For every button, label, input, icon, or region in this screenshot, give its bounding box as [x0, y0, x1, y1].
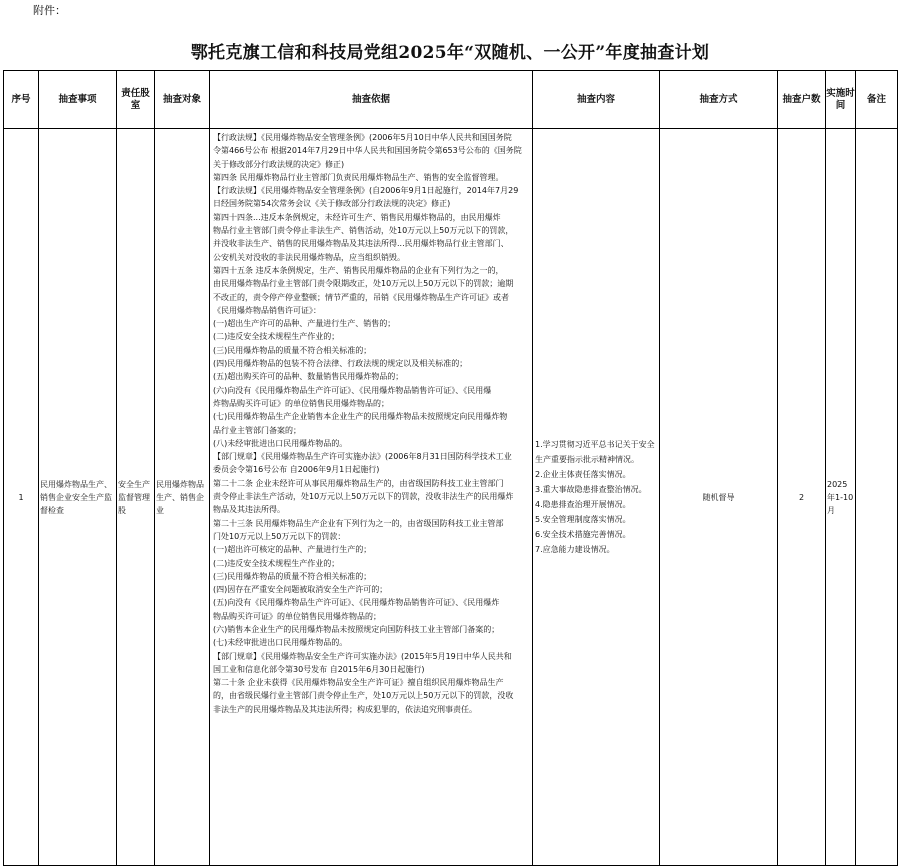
basis-line: 关于修改部分行政法规的决定》修正) [213, 159, 345, 169]
inspection-plan-table [3, 70, 898, 866]
basis-line: (四)因存在严重安全问题被取消安全生产许可的； [213, 585, 388, 595]
basis-line: (八)未经审批进出口民用爆炸物品的。 [213, 438, 348, 448]
basis-line: (三)民用爆炸物品的质量不符合相关标准的； [213, 571, 372, 581]
basis-line: 门处10万元以上50万元以下的罚款： [213, 531, 346, 541]
cell-target: 民用爆炸物品生产、销售企业 [155, 129, 210, 866]
basis-line: 第二十条 企业未获得《民用爆炸物品安全生产许可证》擅自组织民用爆炸物品生产 [213, 678, 504, 688]
header-time: 实施时间 [826, 71, 856, 129]
basis-line: (五)向没有《民用爆炸物品生产许可证》、《民用爆炸物品销售许可证》、《民用爆炸 [213, 598, 500, 608]
basis-line: 【部门规章】《民用爆炸物品安全生产许可实施办法》(2015年5月19日中华人民共和 [213, 651, 512, 661]
header-no: 序号 [4, 71, 39, 129]
content-item: 5.安全管理制度落实情况。 [535, 515, 631, 524]
cell-no: 1 [4, 129, 39, 866]
basis-line: 委员会令第16号公布 自2006年9月1日起施行) [213, 465, 380, 475]
basis-line: (二)违反安全技术规程生产作业的； [213, 332, 340, 342]
basis-line: 品行业主管部门备案的； [213, 425, 301, 435]
basis-line: 由民用爆炸物品行业主管部门责令限期改正，处10万元以上50万元以下的罚款；逾期 [213, 279, 514, 289]
cell-item: 民用爆炸物品生产、销售企业安全生产监督检查 [39, 129, 117, 866]
header-item: 抽查事项 [39, 71, 117, 129]
basis-line: (四)民用爆炸物品的包装不符合法律、行政法规的规定以及相关标准的； [213, 359, 468, 369]
content-item: 2.企业主体责任落实情况。 [535, 470, 631, 479]
cell-remark [856, 129, 898, 866]
basis-line: 不改正的，责令停产停业整顿；情节严重的，吊销《民用爆炸物品生产许可证》或者 [213, 292, 509, 302]
document-title: 鄂托克旗工信和科技局党组2025年“双随机、一公开”年度抽查计划 [190, 43, 710, 63]
basis-line: 《民用爆炸物品销售许可证》： [213, 305, 321, 315]
basis-line: (六)向没有《民用爆炸物品生产许可证》、《民用爆炸物品销售许可证》、《民用爆 [213, 385, 492, 395]
table-header-row [4, 71, 898, 129]
cell-time: 2025年1-10月 [826, 129, 856, 866]
basis-line: (二)违反安全技术规程生产作业的； [213, 558, 340, 568]
basis-line: 炸物品购买许可证》的单位销售民用爆炸物品的； [213, 398, 389, 408]
basis-line: 【行政法规】《民用爆炸物品安全管理条例》(2006年5月10日中华人民共和国国务院 [213, 133, 512, 142]
basis-line: (六)销售本企业生产的民用爆炸物品未按照规定向国防科技工业主管部门备案的； [213, 624, 500, 634]
content-item: 4.隐患排查治理开展情况。 [535, 500, 631, 509]
content-item: 1.学习贯彻习近平总书记关于安全生产重要指示批示精神情况。 [535, 440, 655, 464]
attachment-label: 附件： [33, 4, 66, 17]
cell-method: 随机督导 [660, 129, 778, 866]
basis-line: 第二十二条 企业未经许可从事民用爆炸物品生产的，由省级国防科技工业主管部门 [213, 478, 504, 488]
basis-line: 国工业和信息化部令第30号发布 自2015年6月30日起施行) [213, 664, 425, 674]
basis-line: 第四十四条...违反本条例规定，未经许可生产、销售民用爆炸物品的，由民用爆炸 [213, 212, 501, 222]
content-item: 6.安全技术措施完善情况。 [535, 530, 631, 539]
basis-line: 并没收非法生产、销售的民用爆炸物品及其违法所得...民用爆炸物品行业主管部门、 [213, 239, 509, 249]
basis-line: 日经国务院第54次常务会议《关于修改部分行政法规的决定》修正) [213, 199, 451, 209]
header-target: 抽查对象 [155, 71, 210, 129]
cell-content [533, 129, 660, 866]
basis-line: (一)超出许可核定的品种、产量进行生产的； [213, 545, 372, 555]
header-dept: 责任股室 [117, 71, 155, 129]
header-count: 抽查户数 [778, 71, 826, 129]
cell-basis [210, 129, 533, 866]
header-basis: 抽查依据 [210, 71, 533, 129]
basis-line: (五)超出购买许可的品种、数量销售民用爆炸物品的； [213, 372, 404, 382]
basis-line: 第四条 民用爆炸物品行业主管部门负责民用爆炸物品生产、销售的安全监督管理。 [213, 172, 504, 182]
basis-line: 物品及其违法所得。 [213, 505, 285, 515]
basis-line: 【行政法规】《民用爆炸物品安全管理条例》(自2006年9月1日起施行，2014年7月29 [213, 186, 519, 196]
basis-line: 第二十三条 民用爆炸物品生产企业有下列行为之一的，由省级国防科技工业主管部 [213, 518, 504, 528]
basis-line: 令第466号公布 根据2014年7月29日中华人民共和国国务院令第653号公布的《国务院 [213, 146, 522, 156]
basis-line: 第四十五条 违反本条例规定，生产、销售民用爆炸物品的企业有下列行为之一的， [213, 265, 504, 275]
basis-line: (七)民用爆炸物品生产企业销售本企业生产的民用爆炸物品未按照规定向民用爆炸物 [213, 412, 508, 422]
basis-line: 公安机关对没收的非法民用爆炸物品，应当组织销毁。 [213, 252, 405, 262]
basis-line: 物品行业主管部门责令停止非法生产、销售活动，处10万元以上50万元以下的罚款， [213, 226, 514, 236]
basis-line: 物品购买许可证》的单位销售民用爆炸物品的； [213, 611, 381, 621]
cell-dept: 安全生产监督管理股 [117, 129, 155, 866]
basis-line: 【部门规章】《民用爆炸物品生产许可实施办法》(2006年8月31日国防科学技术工业 [213, 452, 512, 462]
basis-line: (一)超出生产许可的品种、产量进行生产、销售的； [213, 319, 396, 329]
basis-line: 责令停止非法生产活动，处10万元以上50万元以下的罚款，没收非法生产的民用爆炸 [213, 492, 514, 502]
basis-line: (三)民用爆炸物品的质量不符合相关标准的； [213, 345, 372, 355]
header-method: 抽查方式 [660, 71, 778, 129]
header-content: 抽查内容 [533, 71, 660, 129]
basis-line: (七)未经审批进出口民用爆炸物品的。 [213, 638, 348, 648]
cell-count: 2 [778, 129, 826, 866]
header-remark: 备注 [856, 71, 898, 129]
basis-line: 非法生产的民用爆炸物品及其违法所得；构成犯罪的，依法追究刑事责任。 [213, 704, 477, 714]
content-item: 3.重大事故隐患排查整治情况。 [535, 485, 647, 494]
content-item: 7.应急能力建设情况。 [535, 545, 615, 554]
basis-line: 的，由省级民爆行业主管部门责令停止生产，处10万元以上50万元以下的罚款，没收 [213, 691, 514, 701]
table-row [4, 129, 898, 866]
